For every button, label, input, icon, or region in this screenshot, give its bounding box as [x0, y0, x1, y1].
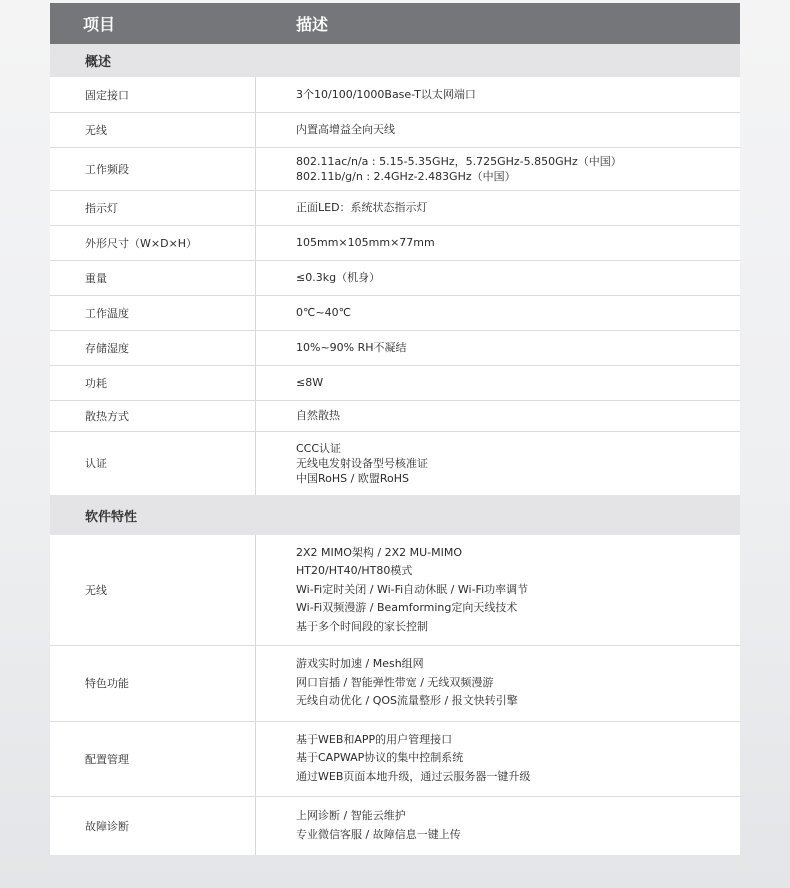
row-desc: 自然散热 [296, 409, 340, 422]
row-item: 固定接口 [85, 88, 129, 102]
row-desc: 无线电发射设备型号核准证 [296, 456, 428, 470]
table-row [50, 796, 740, 855]
table-row [50, 147, 740, 191]
row-desc: 游戏实时加速 / Mesh组网 [296, 657, 424, 671]
row-desc: 802.11ac/n/a : 5.15-5.35GHz，5.725GHz-5.850GHz（中国） [296, 154, 622, 168]
table-row [50, 225, 740, 261]
table-row [50, 295, 740, 331]
table-row [50, 721, 740, 797]
row-desc: Wi-Fi定时关闭 / Wi-Fi自动休眠 / Wi-Fi功率调节 [296, 582, 529, 596]
row-item: 配置管理 [85, 752, 129, 766]
row-item: 认证 [85, 457, 107, 470]
row-item: 工作频段 [85, 162, 129, 176]
row-desc: 2X2 MIMO架构 / 2X2 MU-MIMO [296, 545, 463, 559]
table-header [50, 3, 740, 44]
row-item: 散热方式 [85, 409, 129, 423]
row-desc: 0℃~40℃ [296, 306, 351, 319]
row-desc: 中国RoHS / 欧盟RoHS [296, 471, 409, 485]
row-item: 功耗 [85, 376, 107, 390]
row-item: 工作温度 [85, 306, 129, 320]
row-desc: 基于CAPWAP协议的集中控制系统 [296, 751, 464, 765]
header-item: 项目 [83, 15, 116, 34]
row-desc: 无线自动优化 / QOS流量整形 / 报文快转引擎 [296, 694, 518, 708]
row-desc: 3个10/100/1000Base-T以太网端口 [296, 88, 476, 101]
row-desc: ≤8W [296, 376, 324, 389]
table-row [50, 431, 740, 496]
row-desc: 105mm×105mm×77mm [296, 236, 435, 249]
section-overview [50, 44, 740, 77]
table-row [50, 112, 740, 148]
row-desc: Wi-Fi双频漫游 / Beamforming定向天线技术 [296, 601, 518, 615]
section-title: 概述 [85, 55, 112, 70]
row-item: 特色功能 [85, 677, 129, 690]
table-row [50, 645, 740, 722]
header-description: 描述 [296, 15, 329, 34]
section-title: 软件特性 [85, 509, 138, 525]
row-desc: 上网诊断 / 智能云维护 [296, 809, 406, 822]
row-item: 外形尺寸（W×D×H） [85, 236, 198, 250]
table-row [50, 190, 740, 226]
row-desc: 802.11b/g/n : 2.4GHz-2.483GHz（中国） [296, 169, 516, 183]
row-item: 指示灯 [85, 201, 118, 215]
row-desc: CCC认证 [296, 441, 342, 455]
row-item: 无线 [85, 584, 107, 597]
table-row [50, 260, 740, 296]
row-item: 无线 [85, 123, 107, 137]
table-row [50, 330, 740, 366]
row-item: 存储湿度 [85, 341, 129, 355]
table-row [50, 400, 740, 432]
row-desc: 内置高增益全向天线 [296, 123, 395, 136]
row-desc: ≤0.3kg（机身） [296, 271, 381, 284]
row-item: 重量 [85, 271, 107, 285]
row-desc: 基于WEB和APP的用户管理接口 [296, 732, 453, 746]
spec-table [50, 3, 740, 855]
table-row [50, 365, 740, 401]
row-desc: 网口盲插 / 智能弹性带宽 / 无线双频漫游 [296, 675, 494, 689]
row-item: 故障诊断 [85, 819, 129, 833]
table-row [50, 535, 740, 646]
row-desc: 正面LED：系统状态指示灯 [296, 201, 428, 214]
row-desc: 专业微信客服 / 故障信息一键上传 [296, 827, 461, 841]
section-software-features [50, 495, 740, 535]
table-row [50, 77, 740, 113]
row-desc: 10%~90% RH不凝结 [296, 341, 407, 354]
row-desc: 基于多个时间段的家长控制 [296, 619, 428, 633]
row-desc: HT20/HT40/HT80模式 [296, 564, 413, 578]
row-desc: 通过WEB页面本地升级，通过云服务器一键升级 [296, 769, 531, 783]
